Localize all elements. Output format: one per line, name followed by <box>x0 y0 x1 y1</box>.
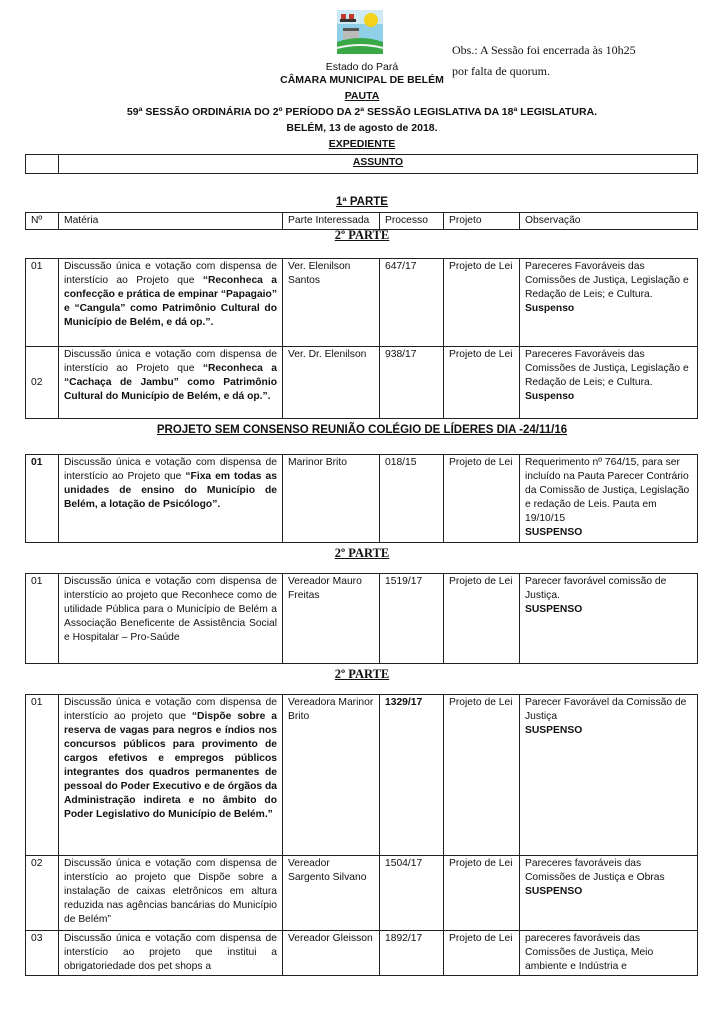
row-parte: Marinor Brito <box>283 455 380 543</box>
table-row <box>26 931 698 976</box>
row-projeto: Projeto de Lei <box>444 695 520 856</box>
row-processo: 1519/17 <box>380 574 444 664</box>
col-header-observacao: Observação <box>520 213 698 230</box>
row-projeto: Projeto de Lei <box>444 347 520 419</box>
materia-text: Discussão única e votação com dispensa de interstício ao projeto que institui a obrigatoriedade dos pet shops a <box>64 933 277 972</box>
materia-text: Discussão única e votação com dispensa de interstício ao Projeto que <box>64 261 277 286</box>
coat-of-arms-logo <box>335 8 385 56</box>
section-2-parte-a: 2º PARTE <box>334 228 390 242</box>
table-row <box>26 455 698 543</box>
materia-bold-text: “Dispõe sobre a reserva de vagas para negros e índios nos concursos públicos para provimento de cargos efetivos e empregos públicos integrantes dos quadros permanentes de pessoal do Poder Executivo e de órgãos da Administração indireta e no âmbito do Poder Legislativo do Município de Belém.” <box>64 711 278 820</box>
row-obs <box>520 259 698 347</box>
status-text: SUSPENSO <box>525 886 583 897</box>
row-materia <box>59 455 283 543</box>
row-materia <box>59 695 283 856</box>
row-num: 01 <box>26 259 59 347</box>
col-header-parte: Parte Interessada <box>283 213 380 230</box>
row-num: 02 <box>26 856 59 931</box>
row-obs <box>520 931 698 976</box>
materia-text: Discussão única e votação com dispensa de interstício ao Projeto que <box>64 457 277 482</box>
table-row <box>26 695 698 856</box>
section-1-parte: 1ª PARTE <box>336 196 388 208</box>
row-obs <box>520 856 698 931</box>
materia-text: Discussão única e votação com dispensa de interstício ao Projeto que <box>64 349 277 374</box>
obs-text: Pareceres Favoráveis das Comissões de Justiça, Legislação e Redação de Leis; e Cultura. <box>525 349 689 388</box>
agenda-table-a <box>25 258 698 419</box>
obs-text: Parecer Favorável da Comissão de Justiça <box>525 697 687 722</box>
state-name: Estado do Pará <box>325 61 399 73</box>
row-num: 03 <box>26 931 59 976</box>
row-projeto: Projeto de Lei <box>444 856 520 931</box>
table-row <box>26 347 698 419</box>
row-projeto: Projeto de Lei <box>444 931 520 976</box>
assunto-blank-cell <box>26 155 59 174</box>
materia-bold-text: “Reconheca a confecção e prática de empinar “Papagaio” e “Cangula” como Patrimônio Cultural do Município de Belém, e dá op.”. <box>64 275 277 328</box>
row-obs <box>520 695 698 856</box>
status-text: SUSPENSO <box>525 527 583 538</box>
col-header-processo: Processo <box>380 213 444 230</box>
col-header-num: Nº <box>26 213 59 230</box>
row-parte: Vereadora Marinor Brito <box>283 695 380 856</box>
obs-line-1: Obs.: A Sessão foi encerrada às 10h25 <box>452 43 636 57</box>
expediente-title: EXPEDIENTE <box>328 138 396 150</box>
row-parte: Vereador Gleisson <box>283 931 380 976</box>
row-processo: 1329/17 <box>380 695 444 856</box>
row-materia <box>59 259 283 347</box>
obs-text: Requerimento nº 764/15, para ser incluído na Pauta Parecer Contrário da Comissão de Justiça, Legislação e redação de Leis. Pauta em 19/10/15 <box>525 457 690 524</box>
row-processo: 1504/17 <box>380 856 444 931</box>
row-num: 02 <box>26 347 59 419</box>
row-parte: Ver. Elenilson Santos <box>283 259 380 347</box>
obs-text: pareceres favoráveis das Comissões de Justiça, Meio ambiente e Indústria e <box>525 933 654 972</box>
table-row <box>26 259 698 347</box>
agenda-table-c <box>25 573 698 664</box>
row-materia <box>59 574 283 664</box>
materia-text: Discussão única e votação com dispensa de interstício ao projeto que <box>64 697 277 722</box>
assunto-label: ASSUNTO <box>59 155 698 174</box>
obs-text: Pareceres Favoráveis das Comissões de Justiça, Legislação e Redação de Leis; e Cultura. <box>525 261 689 300</box>
status-text: Suspenso <box>525 391 575 402</box>
row-num: 01 <box>26 455 59 543</box>
materia-bold-text: “Fixa em todas as unidades de ensino do Município de Belém, a lotação de Psicólogo”. <box>64 471 277 510</box>
assunto-table <box>25 154 698 174</box>
row-parte: Vereador Mauro Freitas <box>283 574 380 664</box>
row-processo: 018/15 <box>380 455 444 543</box>
status-text: Suspenso <box>525 303 575 314</box>
row-projeto: Projeto de Lei <box>444 259 520 347</box>
materia-text: Discussão única e votação com dispensa de interstício ao projeto que Dispõe sobre a instalação de caixas eletrônicos em altura reduzida nas agências bancárias do Município de Belém” <box>64 858 277 925</box>
table-row <box>26 856 698 931</box>
row-processo: 1892/17 <box>380 931 444 976</box>
row-processo: 647/17 <box>380 259 444 347</box>
row-obs <box>520 455 698 543</box>
session-date: BELÉM, 13 de agosto de 2018. <box>286 122 438 134</box>
row-materia <box>59 347 283 419</box>
obs-text: Parecer favorável comissão de Justiça. <box>525 576 667 601</box>
obs-text: Pareceres favoráveis das Comissões de Justiça e Obras <box>525 858 665 883</box>
col-header-materia: Matéria <box>59 213 283 230</box>
row-projeto: Projeto de Lei <box>444 574 520 664</box>
status-text: SUSPENSO <box>525 604 583 615</box>
session-title: 59ª SESSÃO ORDINÁRIA DO 2º PERÍODO DA 2ª SESSÃO LEGISLATIVA DA 18ª LEGISLATURA. <box>126 106 598 118</box>
agenda-table-d <box>25 694 698 976</box>
pauta-title: PAUTA <box>344 90 380 102</box>
row-materia <box>59 856 283 931</box>
status-text: SUSPENSO <box>525 725 583 736</box>
obs-line-2: por falta de quorum. <box>452 64 550 78</box>
row-projeto: Projeto de Lei <box>444 455 520 543</box>
materia-text: Discussão única e votação com dispensa de interstício ao projeto que Reconhece como de utilidade Pública para o Município de Belém a Associação Beneficente de Assistência Social e Hospitalar – Pro-Saúde <box>64 576 277 643</box>
section-2-parte-c: 2º PARTE <box>334 667 390 681</box>
row-parte: Ver. Dr. Elenilson <box>283 347 380 419</box>
col-header-projeto: Projeto <box>444 213 520 230</box>
table-row <box>26 574 698 664</box>
institution-name: CÂMARA MUNICIPAL DE BELÉM <box>280 74 444 86</box>
row-obs <box>520 574 698 664</box>
row-num: 01 <box>26 695 59 856</box>
row-processo: 938/17 <box>380 347 444 419</box>
agenda-table-b <box>25 454 698 543</box>
section-2-parte-b: 2º PARTE <box>334 546 390 560</box>
section-sem-consenso: PROJETO SEM CONSENSO REUNIÃO COLÉGIO DE LÍDERES DIA -24/11/16 <box>156 424 568 436</box>
row-num: 01 <box>26 574 59 664</box>
row-materia <box>59 931 283 976</box>
row-obs <box>520 347 698 419</box>
row-parte: Vereador Sargento Silvano <box>283 856 380 931</box>
materia-bold-text: “Reconheca a “Cachaça de Jambu” como Patrimônio Cultural do Município de Belém, e dá op.”. <box>64 363 277 402</box>
